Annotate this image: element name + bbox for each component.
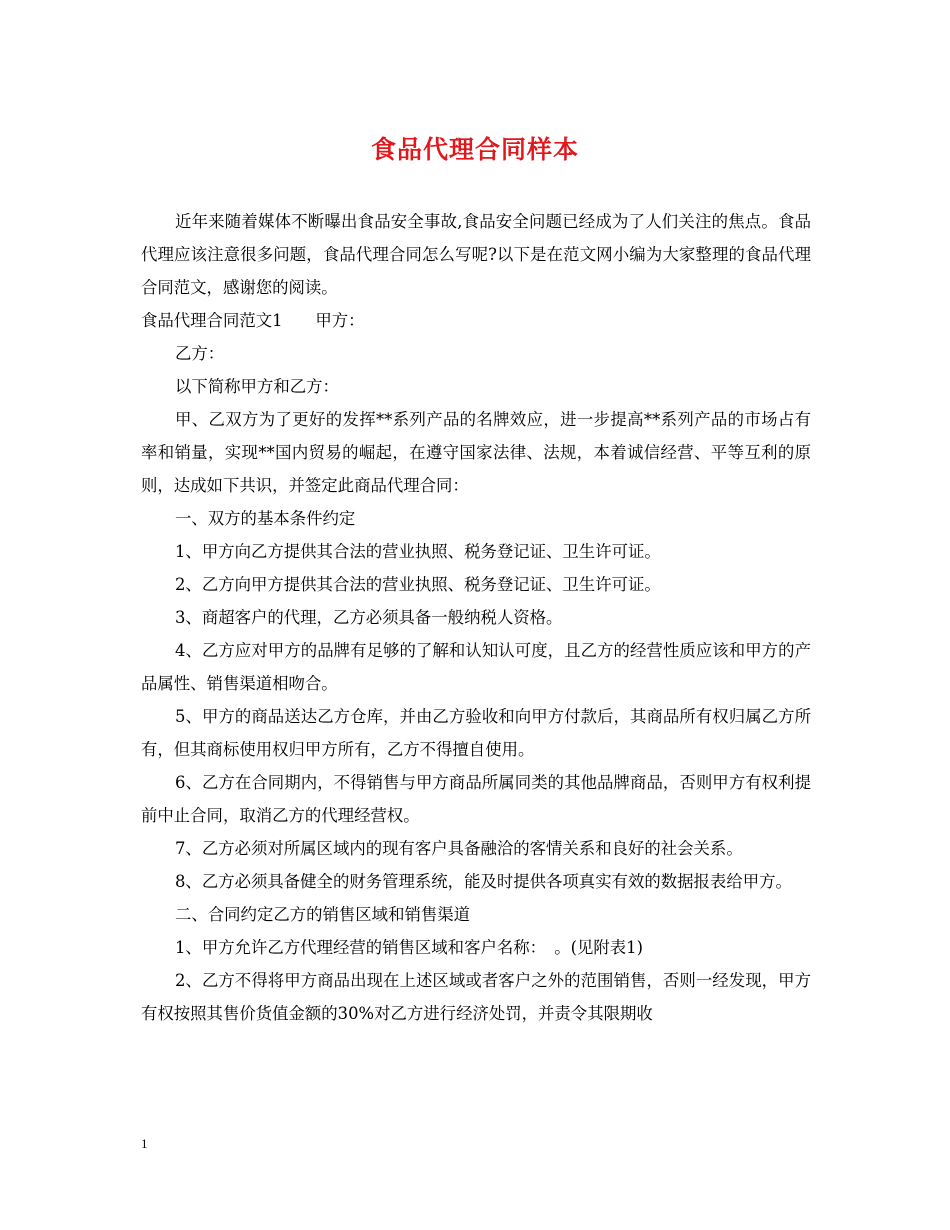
document-title: 食品代理合同样本 (370, 135, 579, 164)
clause-1-3: 3、商超客户的代理，乙方必须具备一般纳税人资格。 (175, 608, 563, 627)
paragraph-sample-heading: 食品代理合同范文1 甲方： (141, 311, 365, 330)
clause-1-2: 2、乙方向甲方提供其合法的营业执照、税务登记证、卫生许可证。 (175, 575, 661, 594)
page-number: 1 (141, 1136, 148, 1151)
clause-1-8: 8、乙方必须具备健全的财务管理系统，能及时提供各项真实有效的数据报表给甲方。 (175, 872, 792, 891)
paragraph-intro: 近年来随着媒体不断曝出食品安全事故,食品安全问题已经成为了人们关注的焦点。食品代理应该注意很多问题，食品代理合同怎么写呢?以下是在范文网小编为大家整理的食品代理合同范文，感谢您的阅读。 (141, 212, 811, 297)
clause-1-4: 4、乙方应对甲方的品牌有足够的了解和认知认可度，且乙方的经营性质应该和甲方的产品属性、销售渠道相吻合。 (141, 641, 811, 693)
section-heading-sales-area: 二、合同约定乙方的销售区域和销售渠道 (175, 905, 471, 924)
section-heading-basic-conditions: 一、双方的基本条件约定 (175, 509, 356, 528)
clause-1-6: 6、乙方在合同期内，不得销售与甲方商品所属同类的其他品牌商品，否则甲方有权利提前中止合同，取消乙方的代理经营权。 (141, 773, 811, 825)
clause-1-5: 5、甲方的商品送达乙方仓库，并由乙方验收和向甲方付款后，其商品所有权归属乙方所有，但其商标使用权归甲方所有，乙方不得擅自使用。 (141, 707, 811, 759)
clause-1-1: 1、甲方向乙方提供其合法的营业执照、税务登记证、卫生许可证。 (175, 542, 661, 561)
paragraph-party-b: 乙方： (175, 344, 225, 363)
clause-1-7: 7、乙方必须对所属区域内的现有客户具备融洽的客情关系和良好的社会关系。 (175, 839, 743, 858)
paragraph-parties-note: 以下简称甲方和乙方： (175, 377, 339, 396)
clause-2-1: 1、甲方允许乙方代理经营的销售区域和客户名称： 。(见附表1) (175, 938, 643, 957)
clause-2-2: 2、乙方不得将甲方商品出现在上述区域或者客户之外的范围销售，否则一经发现，甲方有权按照其售价货值金额的30%对乙方进行经济处罚，并责令其限期收 (141, 971, 811, 1023)
paragraph-preamble: 甲、乙双方为了更好的发挥**系列产品的名牌效应，进一步提高**系列产品的市场占有率和销量，实现**国内贸易的崛起，在遵守国家法律、法规，本着诚信经营、平等互利的原则，达成如下共识，并签定此商品代理合同： (141, 410, 811, 495)
document-body (141, 205, 811, 1030)
